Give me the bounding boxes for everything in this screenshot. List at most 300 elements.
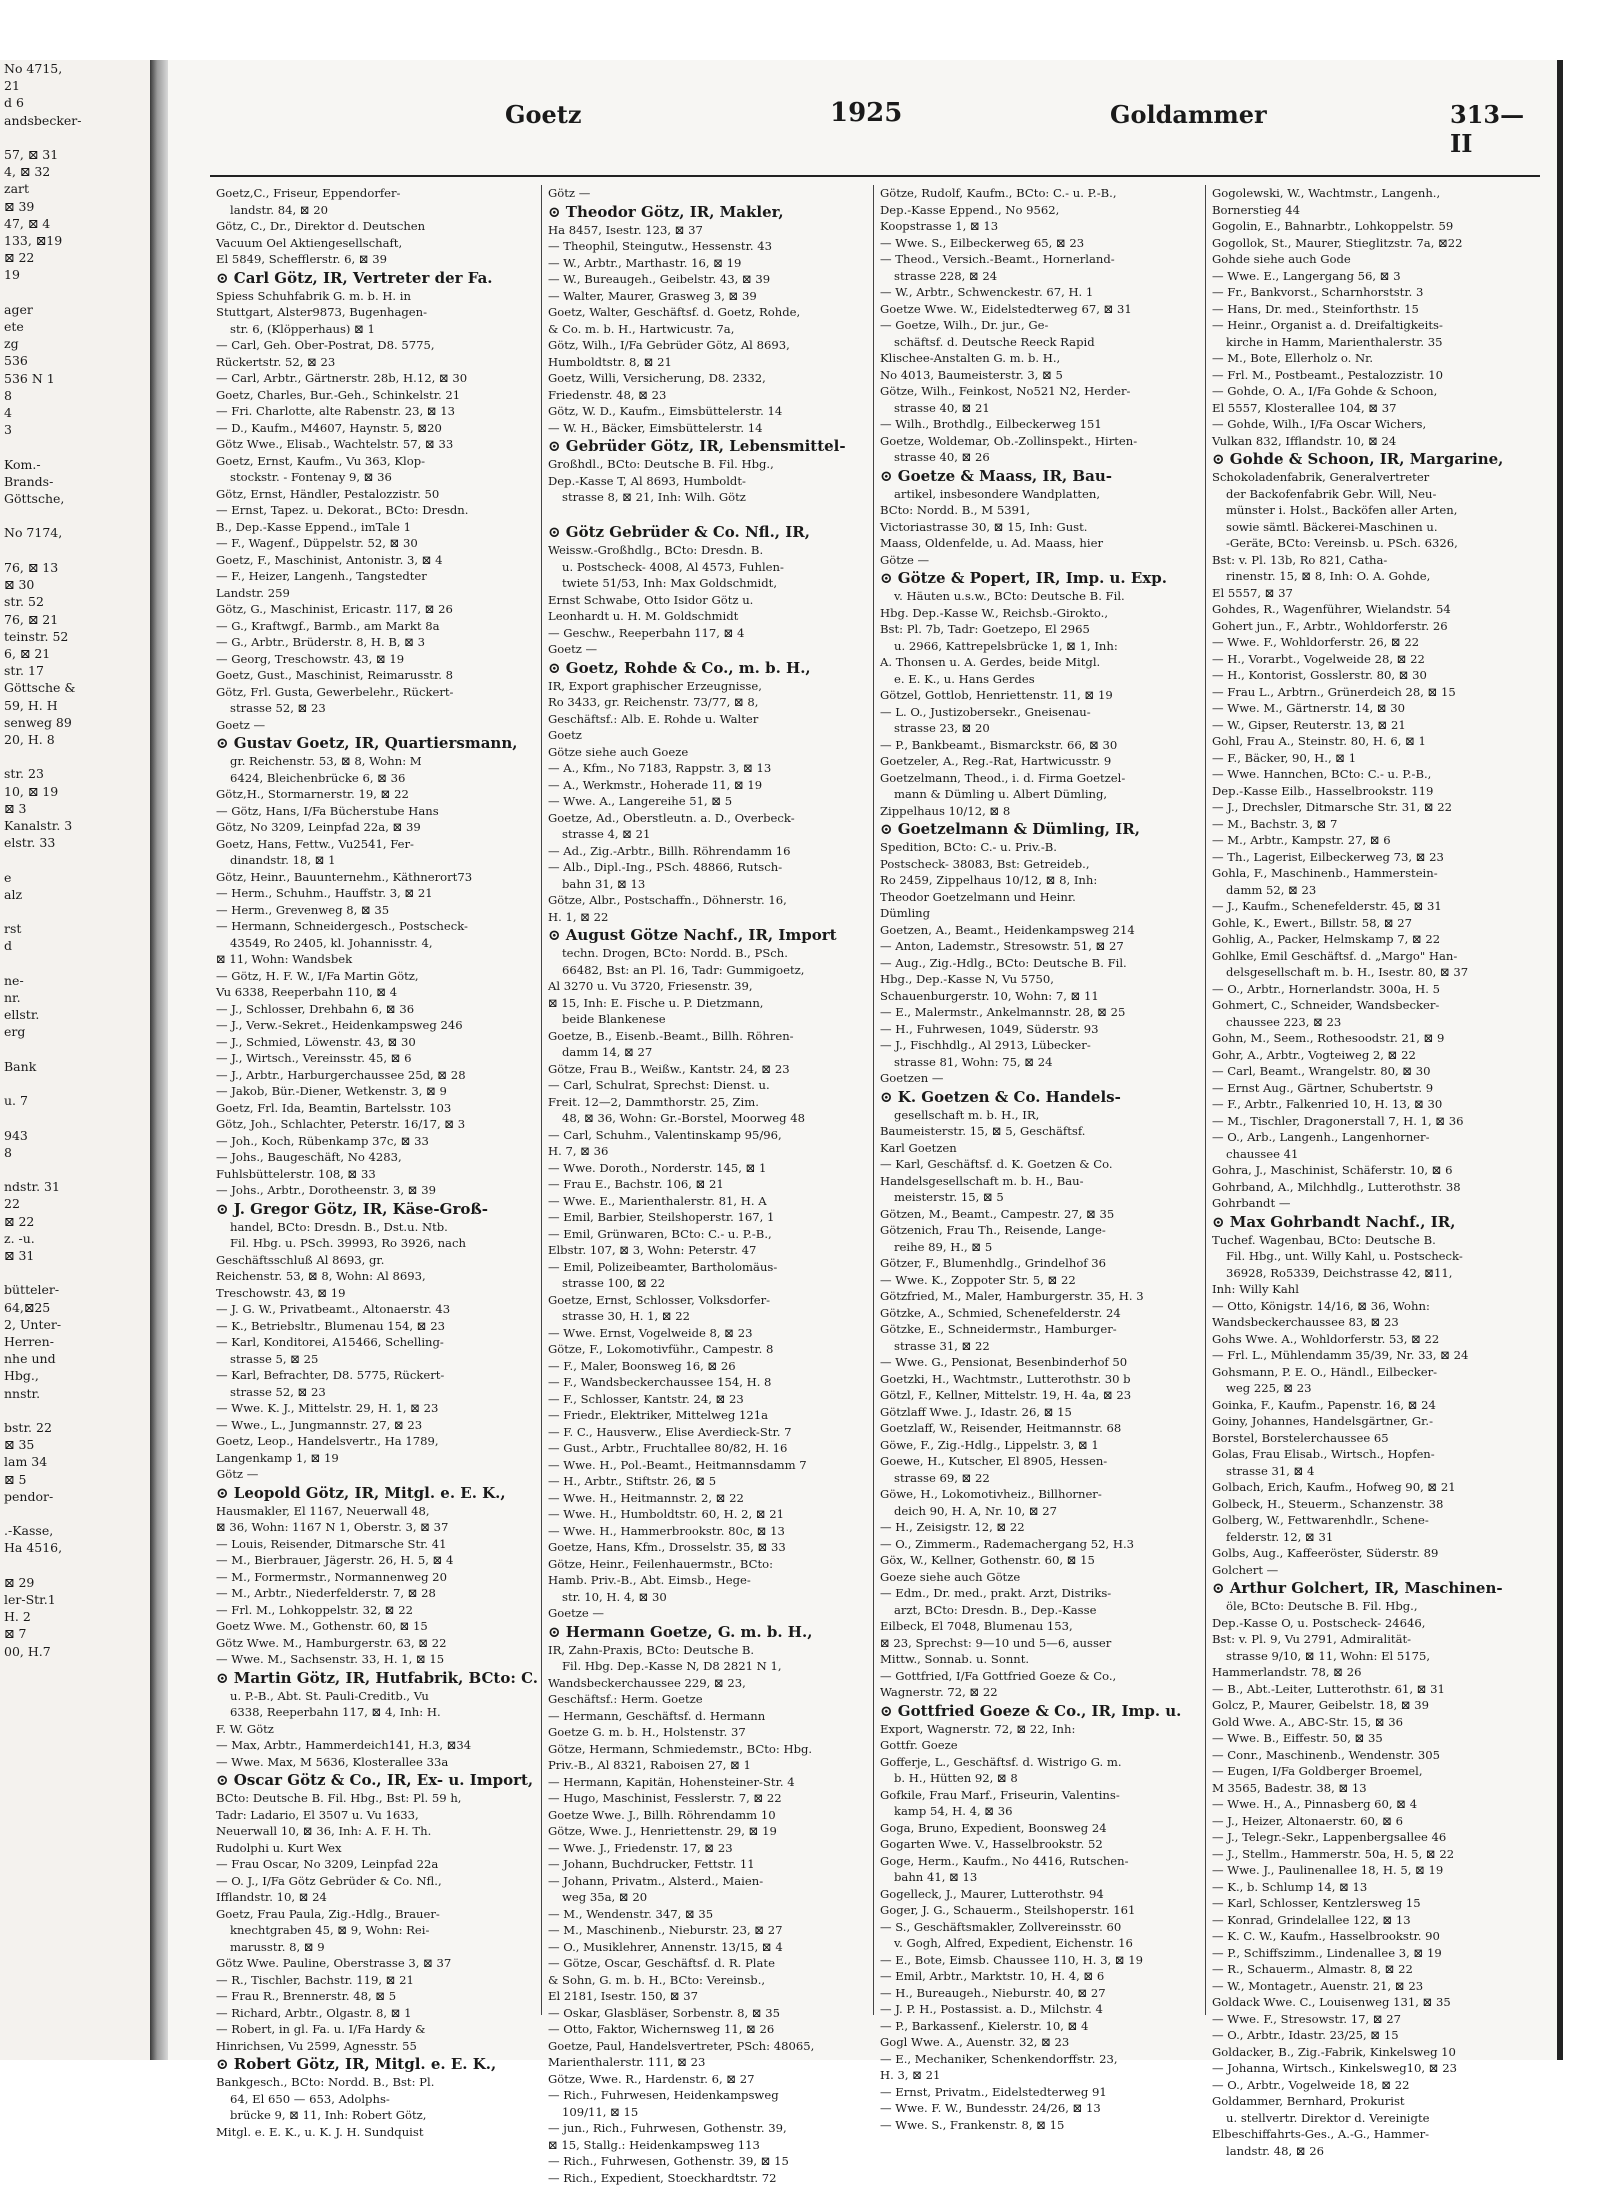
directory-entry: Handelsgesellschaft m. b. H., Bau-: [880, 1173, 1199, 1190]
directory-entry: Goetze G. m. b. H., Holstenstr. 37: [548, 1724, 867, 1741]
directory-entry: — Aug., Zig.-Hdlg., BCto: Deutsche B. Fil.: [880, 955, 1199, 972]
directory-entry: Götz Wwe. M., Hamburgerstr. 63, ⊠ 22: [216, 1635, 535, 1652]
facing-page-text: senweg 89: [0, 714, 150, 731]
directory-entry: F. W. Götz: [216, 1721, 535, 1738]
directory-entry: — J., Heizer, Altonaerstr. 60, ⊠ 6: [1212, 1813, 1532, 1830]
facing-page-text: Herren-: [0, 1333, 150, 1350]
directory-entry: 48, ⊠ 36, Wohn: Gr.-Borstel, Moorweg 48: [548, 1110, 867, 1127]
directory-entry: Golbs, Aug., Kaffeeröster, Süderstr. 89: [1212, 1545, 1532, 1562]
directory-entry: ⊙ Carl Götz, IR, Vertreter der Fa.: [216, 268, 535, 288]
directory-entry: strasse 31, ⊠ 4: [1212, 1463, 1532, 1480]
directory-entry: Goetz —: [216, 717, 535, 734]
directory-entry: Gogl Wwe. A., Auenstr. 32, ⊠ 23: [880, 2034, 1199, 2051]
directory-entry: v. Häuten u.s.w., BCto: Deutsche B. Fil.: [880, 588, 1199, 605]
directory-entry: der Backofenfabrik Gebr. Will, Neu-: [1212, 486, 1532, 503]
directory-entry: — Wwe. F., Wohldorferstr. 26, ⊠ 22: [1212, 634, 1532, 651]
directory-entry: str. 10, H. 4, ⊠ 30: [548, 1589, 867, 1606]
directory-entry: — M., Tischler, Dragonerstall 7, H. 1, ⊠ 36: [1212, 1113, 1532, 1130]
directory-entry: handel, BCto: Dresdn. B., Dst.u. Ntb.: [216, 1219, 535, 1236]
facing-page-text: 8: [0, 1144, 150, 1161]
directory-entry: — Edm., Dr. med., prakt. Arzt, Distriks-: [880, 1585, 1199, 1602]
directory-entry: Götz, G., Maschinist, Ericastr. 117, ⊠ 26: [216, 601, 535, 618]
directory-entry: Gohsmann, P. E. O., Händl., Eilbecker-: [1212, 1364, 1532, 1381]
facing-page-text: ellstr.: [0, 1006, 150, 1023]
facing-page-text: 8: [0, 387, 150, 404]
directory-entry: Götze, Albr., Postschaffn., Döhnerstr. 16,: [548, 892, 867, 909]
directory-entry: chaussee 41: [1212, 1146, 1532, 1163]
directory-entry: ⊙ Gebrüder Götz, IR, Lebensmittel-: [548, 436, 867, 456]
facing-page-text: Hbg.,: [0, 1367, 150, 1384]
directory-entry: ⊙ Götze & Popert, IR, Imp. u. Exp.: [880, 568, 1199, 588]
directory-entry: strasse 40, ⊠ 21: [880, 400, 1199, 417]
directory-entry: — Jakob, Bür.-Diener, Wetkenstr. 3, ⊠ 9: [216, 1083, 535, 1100]
directory-entry: landstr. 84, ⊠ 20: [216, 202, 535, 219]
facing-page-text: 19: [0, 266, 150, 283]
directory-entry: — Oskar, Glasbläser, Sorbenstr. 8, ⊠ 35: [548, 2005, 867, 2022]
facing-page-text: andsbecker-: [0, 112, 150, 129]
directory-entry: Tadr: Ladario, El 3507 u. Vu 1633,: [216, 1807, 535, 1824]
directory-entry: Goetz, Walter, Geschäftsf. d. Goetz, Rohde,: [548, 304, 867, 321]
directory-entry: [548, 506, 867, 523]
directory-entry: Goetze, Paul, Handelsvertreter, PSch: 48065,: [548, 2038, 867, 2055]
directory-entry: — Johs., Arbtr., Dorotheenstr. 3, ⊠ 39: [216, 1182, 535, 1199]
directory-entry: Maass, Oldenfelde, u. Ad. Maass, hier: [880, 535, 1199, 552]
directory-entry: — Heinr., Organist a. d. Dreifaltigkeits-: [1212, 317, 1532, 334]
directory-entry: ⊙ Arthur Golchert, IR, Maschinen-: [1212, 1578, 1532, 1598]
directory-entry: felderstr. 12, ⊠ 31: [1212, 1529, 1532, 1546]
directory-entry: Götz, Wilh., I/Fa Gebrüder Götz, Al 8693,: [548, 337, 867, 354]
directory-entry: Baumeisterstr. 15, ⊠ 5, Geschäftsf.: [880, 1123, 1199, 1140]
directory-entry: Goetz, Charles, Bur.-Geh., Schinkelstr. 21: [216, 387, 535, 404]
facing-page-text: 4: [0, 404, 150, 421]
directory-entry: — J. P. H., Postassist. a. D., Milchstr. 4: [880, 2001, 1199, 2018]
directory-entry: — Fri. Charlotte, alte Rabenstr. 23, ⊠ 13: [216, 403, 535, 420]
directory-entry: Götz Wwe. Pauline, Oberstrasse 3, ⊠ 37: [216, 1955, 535, 1972]
directory-entry: Treschowstr. 43, ⊠ 19: [216, 1285, 535, 1302]
directory-entry: Gold Wwe. A., ABC-Str. 15, ⊠ 36: [1212, 1714, 1532, 1731]
directory-entry: — W., Bureaugeh., Geibelstr. 43, ⊠ 39: [548, 271, 867, 288]
directory-entry: Rudolphi u. Kurt Wex: [216, 1840, 535, 1857]
directory-entry: e. E. K., u. Hans Gerdes: [880, 671, 1199, 688]
directory-entry: — Otto, Königstr. 14/16, ⊠ 36, Wohn:: [1212, 1298, 1532, 1315]
directory-entry: Gohlke, Emil Geschäftsf. d. „Margo" Han-: [1212, 948, 1532, 965]
directory-entry: — E., Bote, Eimsb. Chaussee 110, H. 3, ⊠ 19: [880, 1952, 1199, 1969]
directory-entry: strasse 30, H. 1, ⊠ 22: [548, 1308, 867, 1325]
directory-entry: Goetzen, A., Beamt., Heidenkampsweg 214: [880, 922, 1199, 939]
directory-entry: — Frl. M., Lohkoppelstr. 32, ⊠ 22: [216, 1602, 535, 1619]
facing-page-text: 943: [0, 1127, 150, 1144]
directory-entry: — Wwe. Max, M 5636, Klosterallee 33a: [216, 1754, 535, 1771]
directory-entry: Leonhardt u. H. M. Goldschmidt: [548, 608, 867, 625]
directory-entry: Victoriastrasse 30, ⊠ 15, Inh: Gust.: [880, 519, 1199, 536]
header-rule: [210, 175, 1540, 177]
facing-page-text: Ha 4516,: [0, 1539, 150, 1556]
facing-page-text: ager: [0, 301, 150, 318]
directory-entry: ⊙ Max Gohrbandt Nachf., IR,: [1212, 1212, 1532, 1232]
directory-entry: ⊙ Leopold Götz, IR, Mitgl. e. E. K.,: [216, 1483, 535, 1503]
directory-entry: — Th., Lagerist, Eilbeckerweg 73, ⊠ 23: [1212, 849, 1532, 866]
directory-entry: Götz, Heinr., Bauunternehm., Käthnerort73: [216, 869, 535, 886]
directory-entry: ⊠ 36, Wohn: 1167 N 1, Oberstr. 3, ⊠ 37: [216, 1519, 535, 1536]
directory-entry: Gohde siehe auch Gode: [1212, 251, 1532, 268]
facing-page-text: [0, 1402, 150, 1419]
directory-entry: — M., Bierbrauer, Jägerstr. 26, H. 5, ⊠ 4: [216, 1552, 535, 1569]
directory-entry: Geschäftsschluß Al 8693, gr.: [216, 1252, 535, 1269]
facing-page-text: zart: [0, 180, 150, 197]
facing-page-text: pendor-: [0, 1488, 150, 1505]
directory-entry: Gogolewski, W., Wachtmstr., Langenh.,: [1212, 185, 1532, 202]
directory-entry: — Emil, Polizeibeamter, Bartholomäus-: [548, 1259, 867, 1276]
directory-entry: Goldack Wwe. C., Louisenweg 131, ⊠ 35: [1212, 1994, 1532, 2011]
directory-entry: ⊙ Goetz, Rohde & Co., m. b. H.,: [548, 658, 867, 678]
facing-page-text: [0, 1109, 150, 1126]
directory-entry: Goetz, Willi, Versicherung, D8. 2332,: [548, 370, 867, 387]
directory-entry: Goetze Wwe. W., Eidelstedterweg 67, ⊠ 31: [880, 301, 1199, 318]
facing-page-text: [0, 542, 150, 559]
facing-page-text: teinstr. 52: [0, 628, 150, 645]
directory-entry: — Wwe. H., Heitmannstr. 2, ⊠ 22: [548, 1490, 867, 1507]
directory-entry: — Hermann, Kapitän, Hohensteiner-Str. 4: [548, 1774, 867, 1791]
directory-entry: Gohl, Frau A., Steinstr. 80, H. 6, ⊠ 1: [1212, 733, 1532, 750]
directory-entry: — Wilh., Brothdlg., Eilbeckerweg 151: [880, 416, 1199, 433]
directory-entry: Bst: v. Pl. 9, Vu 2791, Admiralität-: [1212, 1631, 1532, 1648]
directory-entry: Götz —: [548, 185, 867, 202]
directory-entry: Postscheck- 38083, Bst: Getreideb.,: [880, 856, 1199, 873]
directory-entry: v. Gogh, Alfred, Expedient, Eichenstr. 16: [880, 1935, 1199, 1952]
directory-entry: Elbstr. 107, ⊠ 3, Wohn: Peterstr. 47: [548, 1242, 867, 1259]
directory-entry: — Frau E., Bachstr. 106, ⊠ 21: [548, 1176, 867, 1193]
directory-entry: BCto: Deutsche B. Fil. Hbg., Bst: Pl. 59 h,: [216, 1790, 535, 1807]
directory-entry: knechtgraben 45, ⊠ 9, Wohn: Rei-: [216, 1922, 535, 1939]
directory-entry: Export, Wagnerstr. 72, ⊠ 22, Inh:: [880, 1721, 1199, 1738]
directory-entry: — P., Bankbeamt., Bismarckstr. 66, ⊠ 30: [880, 737, 1199, 754]
directory-entry: — M., Arbtr., Kampstr. 27, ⊠ 6: [1212, 832, 1532, 849]
directory-entry: Götz, W. D., Kaufm., Eimsbüttelerstr. 14: [548, 403, 867, 420]
directory-entry: Inh: Willy Kahl: [1212, 1281, 1532, 1298]
directory-entry: Götz —: [216, 1466, 535, 1483]
header-page-number: 313—II: [1450, 100, 1540, 158]
directory-entry: Gogelleck, J., Maurer, Lutterothstr. 94: [880, 1886, 1199, 1903]
directory-entry: — Herm., Schuhm., Hauffstr. 3, ⊠ 21: [216, 885, 535, 902]
directory-entry: Schokoladenfabrik, Generalvertreter: [1212, 469, 1532, 486]
directory-entry: — W., Arbtr., Schwenckestr. 67, H. 1: [880, 284, 1199, 301]
directory-entry: Golbeck, H., Steuerm., Schanzenstr. 38: [1212, 1496, 1532, 1513]
directory-entry: — Götz, Hans, I/Fa Bücherstube Hans: [216, 803, 535, 820]
facing-page-text: ndstr. 31: [0, 1178, 150, 1195]
directory-entry: — J., Wirtsch., Vereinsstr. 45, ⊠ 6: [216, 1050, 535, 1067]
directory-entry: Wandsbeckerchaussee 83, ⊠ 23: [1212, 1314, 1532, 1331]
directory-entry: — K., b. Schlump 14, ⊠ 13: [1212, 1879, 1532, 1896]
directory-entry: — J. G. W., Privatbeamt., Altonaerstr. 43: [216, 1301, 535, 1318]
directory-entry: Goetze, Ad., Oberstleutn. a. D., Overbeck-: [548, 810, 867, 827]
column-3: [874, 185, 1206, 2015]
directory-entry: Borstel, Borstelerchaussee 65: [1212, 1430, 1532, 1447]
column-4: [1206, 185, 1538, 2015]
directory-entry: Goetz,C., Friseur, Eppendorfer-: [216, 185, 535, 202]
facing-page-text: 21: [0, 77, 150, 94]
directory-entry: — H., Bureaugeh., Nieburstr. 40, ⊠ 27: [880, 1985, 1199, 2002]
facing-page-text: 133, ⊠19: [0, 232, 150, 249]
facing-page-text: alz: [0, 886, 150, 903]
directory-entry: — B., Abt.-Leiter, Lutterothstr. 61, ⊠ 31: [1212, 1681, 1532, 1698]
directory-entry: damm 14, ⊠ 27: [548, 1044, 867, 1061]
directory-entry: Al 3270 u. Vu 3720, Friesenstr. 39,: [548, 978, 867, 995]
directory-entry: Hbg., Dep.-Kasse N, Vu 5750,: [880, 971, 1199, 988]
directory-entry: — Hans, Dr. med., Steinforthstr. 15: [1212, 301, 1532, 318]
directory-entry: Götzel, Gottlob, Henriettenstr. 11, ⊠ 19: [880, 687, 1199, 704]
directory-entry: El 5557, ⊠ 37: [1212, 585, 1532, 602]
directory-entry: Elbeschiffahrts-Ges., A.-G., Hammer-: [1212, 2126, 1532, 2143]
directory-entry: strasse 40, ⊠ 26: [880, 449, 1199, 466]
directory-entry: — Hermann, Geschäftsf. d. Hermann: [548, 1708, 867, 1725]
directory-entry: — J., Telegr.-Sekr., Lappenbergsallee 46: [1212, 1829, 1532, 1846]
directory-entry: — Alb., Dipl.-Ing., PSch. 48866, Rutsch-: [548, 859, 867, 876]
facing-page-text: ⊠ 29: [0, 1574, 150, 1591]
directory-entry: strasse 52, ⊠ 23: [216, 700, 535, 717]
directory-entry: — H., Arbtr., Stiftstr. 26, ⊠ 5: [548, 1473, 867, 1490]
directory-entry: Fuhlsbüttelerstr. 108, ⊠ 33: [216, 1166, 535, 1183]
directory-entry: Geschäftsf.: Herm. Goetze: [548, 1691, 867, 1708]
directory-entry: Bornerstieg 44: [1212, 202, 1532, 219]
facing-page-text: 6, ⊠ 21: [0, 645, 150, 662]
directory-entry: — Wwe. F. W., Bundesstr. 24/26, ⊠ 13: [880, 2100, 1199, 2117]
directory-entry: — Wwe. Doroth., Norderstr. 145, ⊠ 1: [548, 1160, 867, 1177]
facing-page-text: e: [0, 869, 150, 886]
directory-entry: Goetze —: [548, 1605, 867, 1622]
directory-entry: ⊙ K. Goetzen & Co. Handels-: [880, 1087, 1199, 1107]
facing-page-text: 10, ⊠ 19: [0, 783, 150, 800]
directory-entry: — Frl. M., Postbeamt., Pestalozzistr. 10: [1212, 367, 1532, 384]
directory-entry: — W. H., Bäcker, Eimsbüttelerstr. 14: [548, 420, 867, 437]
directory-entry: Großhdl., BCto: Deutsche B. Fil. Hbg.,: [548, 456, 867, 473]
facing-page-text: 2, Unter-: [0, 1316, 150, 1333]
directory-entry: — M., Bachstr. 3, ⊠ 7: [1212, 816, 1532, 833]
directory-entry: — Carl, Schuhm., Valentinskamp 95/96,: [548, 1127, 867, 1144]
directory-entry: — P., Barkassenf., Kielerstr. 10, ⊠ 4: [880, 2018, 1199, 2035]
directory-entry: Götzen, M., Beamt., Campestr. 27, ⊠ 35: [880, 1206, 1199, 1223]
directory-entry: Götz, No 3209, Leinpfad 22a, ⊠ 39: [216, 819, 535, 836]
directory-entry: — J., Schlosser, Drehbahn 6, ⊠ 36: [216, 1001, 535, 1018]
directory-entry: Friedenstr. 48, ⊠ 23: [548, 387, 867, 404]
directory-entry: Freit. 12—2, Dammthorstr. 25, Zim.: [548, 1094, 867, 1111]
facing-page-text: 76, ⊠ 13: [0, 559, 150, 576]
directory-entry: — Wwe. S., Frankenstr. 8, ⊠ 15: [880, 2117, 1199, 2134]
directory-entry: No 4013, Baumeisterstr. 3, ⊠ 5: [880, 367, 1199, 384]
directory-entry: Götze, F., Lokomotivführ., Campestr. 8: [548, 1341, 867, 1358]
facing-page-text: str. 52: [0, 593, 150, 610]
directory-entry: 6424, Bleichenbrücke 6, ⊠ 36: [216, 770, 535, 787]
directory-entry: kamp 54, H. 4, ⊠ 36: [880, 1803, 1199, 1820]
directory-entry: ⊙ Gohde & Schoon, IR, Margarine,: [1212, 449, 1532, 469]
directory-entry: ⊠ 15, Stallg.: Heidenkampsweg 113: [548, 2137, 867, 2154]
directory-entry: 109/11, ⊠ 15: [548, 2104, 867, 2121]
facing-page-text: [0, 1557, 150, 1574]
directory-entry: — Conr., Maschinenb., Wendenstr. 305: [1212, 1747, 1532, 1764]
facing-page-text: 4, ⊠ 32: [0, 163, 150, 180]
facing-page-text: zg: [0, 335, 150, 352]
directory-entry: — F., Wandsbeckerchaussee 154, H. 8: [548, 1374, 867, 1391]
facing-page-text: Kom.-: [0, 456, 150, 473]
directory-entry: — Wwe. E., Marienthalerstr. 81, H. A: [548, 1193, 867, 1210]
directory-entry: — Ernst, Privatm., Eidelstedterweg 91: [880, 2084, 1199, 2101]
directory-entry: — O. J., I/Fa Götz Gebrüder & Co. Nfl.,: [216, 1873, 535, 1890]
directory-entry: IR, Zahn-Praxis, BCto: Deutsche B.: [548, 1642, 867, 1659]
directory-entry: — Wwe. Hannchen, BCto: C.- u. P.-B.,: [1212, 766, 1532, 783]
directory-entry: Spiess Schuhfabrik G. m. b. H. in: [216, 288, 535, 305]
directory-entry: ⊙ Goetzelmann & Dümling, IR,: [880, 819, 1199, 839]
directory-entry: — H., Kontorist, Gosslerstr. 80, ⊠ 30: [1212, 667, 1532, 684]
directory-entry: — Theod., Versich.-Beamt., Hornerland-: [880, 251, 1199, 268]
facing-page-text: [0, 851, 150, 868]
facing-page-text: erg: [0, 1023, 150, 1040]
directory-entry: — Hermann, Schneidergesch., Postscheck-: [216, 918, 535, 935]
directory-entry: El 5557, Klosterallee 104, ⊠ 37: [1212, 400, 1532, 417]
directory-entry: Golas, Frau Elisab., Wirtsch., Hopfen-: [1212, 1446, 1532, 1463]
directory-entry: & Co. m. b. H., Hartwicustr. 7a,: [548, 321, 867, 338]
directory-entry: — Wwe. H., A., Pinnasberg 60, ⊠ 4: [1212, 1796, 1532, 1813]
directory-entry: Gohdes, R., Wagenführer, Wielandstr. 54: [1212, 601, 1532, 618]
facing-page-text: [0, 903, 150, 920]
directory-entry: — Emil, Barbier, Steilshoperstr. 167, 1: [548, 1209, 867, 1226]
directory-entry: — J., Kaufm., Schenefelderstr. 45, ⊠ 31: [1212, 898, 1532, 915]
facing-page-text: ⊠ 30: [0, 576, 150, 593]
directory-entry: — Frau Oscar, No 3209, Leinpfad 22a: [216, 1856, 535, 1873]
facing-page-text: [0, 1505, 150, 1522]
directory-entry: — Rich., Fuhrwesen, Heidenkampsweg: [548, 2087, 867, 2104]
directory-entry: mann & Dümling u. Albert Dümling,: [880, 786, 1199, 803]
directory-entry: — Johann, Buchdrucker, Fettstr. 11: [548, 1856, 867, 1873]
directory-entry: — Hugo, Maschinist, Fesslerstr. 7, ⊠ 22: [548, 1790, 867, 1807]
directory-entry: — O., Arbtr., Vogelweide 18, ⊠ 22: [1212, 2077, 1532, 2094]
directory-entry: Koopstrasse 1, ⊠ 13: [880, 218, 1199, 235]
directory-entry: Vacuum Oel Aktiengesellschaft,: [216, 235, 535, 252]
directory-entry: marusstr. 8, ⊠ 9: [216, 1939, 535, 1956]
directory-entry: — Otto, Faktor, Wichernsweg 11, ⊠ 26: [548, 2021, 867, 2038]
directory-entry: rinenstr. 15, ⊠ 8, Inh: O. A. Gohde,: [1212, 568, 1532, 585]
directory-entry: Rückertstr. 52, ⊠ 23: [216, 354, 535, 371]
book-gutter: [150, 60, 168, 2060]
directory-entry: Golcz, P., Maurer, Geibelstr. 18, ⊠ 39: [1212, 1697, 1532, 1714]
directory-entry: Götze, Heinr., Feilenhauermstr., BCto:: [548, 1556, 867, 1573]
directory-entry: Goeze siehe auch Götze: [880, 1569, 1199, 1586]
directory-entry: Goetz Wwe. M., Gothenstr. 60, ⊠ 15: [216, 1618, 535, 1635]
facing-page-text: Brands-: [0, 473, 150, 490]
facing-page-text: [0, 129, 150, 146]
directory-entry: Goewe, H., Kutscher, El 8905, Hessen-: [880, 1453, 1199, 1470]
column-2: [542, 185, 874, 2015]
directory-entry: kirche in Hamm, Marienthalerstr. 35: [1212, 334, 1532, 351]
directory-entry: bahn 31, ⊠ 13: [548, 876, 867, 893]
directory-entry: Landstr. 259: [216, 585, 535, 602]
directory-entry: Götzke, A., Schmied, Schenefelderstr. 24: [880, 1305, 1199, 1322]
facing-page-fragment: [0, 60, 153, 2060]
page-header: [200, 90, 1540, 136]
directory-entry: — Karl, Befrachter, D8. 5775, Rückert-: [216, 1367, 535, 1384]
directory-entry: Fil. Hbg., unt. Willy Kahl, u. Postscheck-: [1212, 1248, 1532, 1265]
facing-page-text: str. 23: [0, 765, 150, 782]
directory-entry: 6338, Reeperbahn 117, ⊠ 4, Inh: H.: [216, 1704, 535, 1721]
directory-entry: Ernst Schwabe, Otto Isidor Götz u.: [548, 592, 867, 609]
directory-entry: Goetz —: [548, 641, 867, 658]
directory-entry: Goetz, F., Maschinist, Antonistr. 3, ⊠ 4: [216, 552, 535, 569]
directory-entry: — Frau R., Brennerstr. 48, ⊠ 5: [216, 1988, 535, 2005]
directory-entry: ⊙ Hermann Goetze, G. m. b. H.,: [548, 1622, 867, 1642]
directory-entry: Dep.-Kasse O, u. Postscheck- 24646,: [1212, 1615, 1532, 1632]
directory-entry: B., Dep.-Kasse Eppend., imTale 1: [216, 519, 535, 536]
directory-entry: dinandstr. 18, ⊠ 1: [216, 852, 535, 869]
directory-entry: — E., Mechaniker, Schenkendorffstr. 23,: [880, 2051, 1199, 2068]
directory-entry: Goinka, F., Kaufm., Papenstr. 16, ⊠ 24: [1212, 1397, 1532, 1414]
directory-entry: strasse 69, ⊠ 22: [880, 1470, 1199, 1487]
directory-entry: Ro 2459, Zippelhaus 10/12, ⊠ 8, Inh:: [880, 872, 1199, 889]
directory-entry: 64, El 650 — 653, Adolphs-: [216, 2091, 535, 2108]
directory-entry: u. Postscheck- 4008, Al 4573, Fuhlen-: [548, 559, 867, 576]
directory-entry: Goetz, Ernst, Kaufm., Vu 363, Klop-: [216, 453, 535, 470]
directory-entry: Götz, Ernst, Händler, Pestalozzistr. 50: [216, 486, 535, 503]
directory-entry: — Goetze, Wilh., Dr. jur., Ge-: [880, 317, 1199, 334]
facing-page-text: rst: [0, 920, 150, 937]
facing-page-text: bstr. 22: [0, 1419, 150, 1436]
directory-entry: Gohlig, A., Packer, Helmskamp 7, ⊠ 22: [1212, 931, 1532, 948]
directory-entry: — S., Geschäftsmakler, Zollvereinsstr. 60: [880, 1919, 1199, 1936]
directory-entry: Dümling: [880, 905, 1199, 922]
directory-entry: bahn 41, ⊠ 13: [880, 1869, 1199, 1886]
directory-entry: Götze —: [880, 552, 1199, 569]
directory-entry: Götze siehe auch Goeze: [548, 744, 867, 761]
directory-entry: Hammerlandstr. 78, ⊠ 26: [1212, 1664, 1532, 1681]
directory-entry: Goetz, Frl. Ida, Beamtin, Bartelsstr. 103: [216, 1100, 535, 1117]
directory-entry: ⊙ Goetze & Maass, IR, Bau-: [880, 466, 1199, 486]
directory-entry: reihe 89, H., ⊠ 5: [880, 1239, 1199, 1256]
directory-entry: Goetze, Woldemar, Ob.-Zollinspekt., Hirten-: [880, 433, 1199, 450]
facing-page-text: 3: [0, 421, 150, 438]
directory-entry: — Emil, Arbtr., Marktstr. 10, H. 4, ⊠ 6: [880, 1968, 1199, 1985]
directory-entry: Hinrichsen, Vu 2599, Agnesstr. 55: [216, 2038, 535, 2055]
directory-entry: beide Blankenese: [548, 1011, 867, 1028]
directory-entry: — O., Arb., Langenh., Langenhorner-: [1212, 1129, 1532, 1146]
directory-entry: — H., Fuhrwesen, 1049, Süderstr. 93: [880, 1021, 1199, 1038]
facing-page-text: lam 34: [0, 1453, 150, 1470]
directory-entry: — M., Bote, Ellerholz o. Nr.: [1212, 350, 1532, 367]
directory-entry: Goetze, Ernst, Schlosser, Volksdorfer-: [548, 1292, 867, 1309]
directory-entry: — Wwe. J., Paulinenallee 18, H. 5, ⊠ 19: [1212, 1862, 1532, 1879]
directory-entry: Mitgl. e. E. K., u. K. J. H. Sundquist: [216, 2124, 535, 2141]
directory-entry: b. H., Hütten 92, ⊠ 8: [880, 1770, 1199, 1787]
facing-page-text: 57, ⊠ 31: [0, 146, 150, 163]
directory-entry: delsgesellschaft m. b. H., Isestr. 80, ⊠ 37: [1212, 964, 1532, 981]
facing-page-text: 76, ⊠ 21: [0, 611, 150, 628]
directory-entry: — Wwe., L., Jungmannstr. 27, ⊠ 23: [216, 1417, 535, 1434]
directory-entry: Goetzelmann, Theod., i. d. Firma Goetzel-: [880, 770, 1199, 787]
directory-entry: Dep.-Kasse T, Al 8693, Humboldt-: [548, 473, 867, 490]
directory-entry: Ro 3433, gr. Reichenstr. 73/77, ⊠ 8,: [548, 694, 867, 711]
directory-entry: — Wwe. S., Eilbeckerweg 65, ⊠ 23: [880, 235, 1199, 252]
directory-entry: Wagnerstr. 72, ⊠ 22: [880, 1684, 1199, 1701]
directory-entry: techn. Drogen, BCto: Nordd. B., PSch.: [548, 945, 867, 962]
directory-entry: — Johanna, Wirtsch., Kinkelsweg10, ⊠ 23: [1212, 2060, 1532, 2077]
directory-entry: sowie sämtl. Bäckerei-Maschinen u.: [1212, 519, 1532, 536]
directory-entry: — Johs., Baugeschäft, No 4283,: [216, 1149, 535, 1166]
directory-entry: — J., Arbtr., Harburgerchaussee 25d, ⊠ 28: [216, 1067, 535, 1084]
directory-entry: Gohle, K., Ewert., Billstr. 58, ⊠ 27: [1212, 915, 1532, 932]
directory-entry: Gohn, M., Seem., Rothesoodstr. 21, ⊠ 9: [1212, 1030, 1532, 1047]
directory-entry: H. 7, ⊠ 36: [548, 1143, 867, 1160]
directory-entry: — H., Vorarbt., Vogelweide 28, ⊠ 22: [1212, 651, 1532, 668]
directory-entry: weg 225, ⊠ 23: [1212, 1380, 1532, 1397]
directory-entry: El 2181, Isestr. 150, ⊠ 37: [548, 1988, 867, 2005]
directory-entry: — Wwe. J., Friedenstr. 17, ⊠ 23: [548, 1840, 867, 1857]
facing-page-text: ⊠ 31: [0, 1247, 150, 1264]
